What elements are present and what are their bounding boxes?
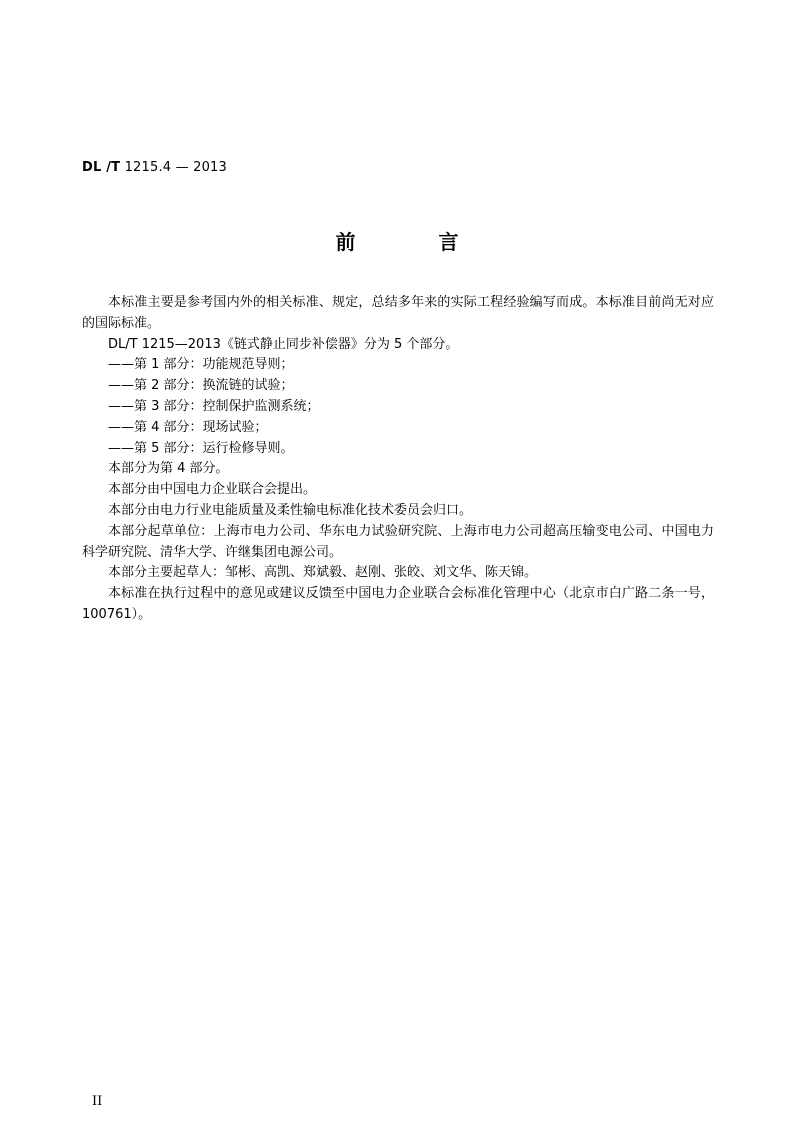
paragraph-drafting-units: 本部分起草单位：上海市电力公司、华东电力试验研究院、上海市电力公司超高压输变电公司、中国电力科学研究院、清华大学、许继集团电源公司。 (82, 523, 714, 560)
paragraph-under-jurisdiction: 本部分由电力行业电能质量及柔性输电标准化技术委员会归口。 (108, 502, 473, 518)
paragraph-drafters: 本部分主要起草人：邹彬、高凯、郑斌毅、赵刚、张皎、刘文华、陈天锦。 (108, 565, 538, 581)
foreword-body (82, 293, 714, 626)
paragraph-feedback: 本标准在执行过程中的意见或建议反馈至中国电力企业联合会标准化管理中心（北京市白广路二条一号，100761）。 (82, 586, 714, 622)
list-item-part-1: ——第 1 部分：功能规范导则； (108, 357, 294, 373)
page-title: 前 言 (335, 230, 497, 254)
paragraph-parts-overview: DL/T 1215—2013《链式静止同步补偿器》分为 5 个部分。 (108, 336, 459, 352)
list-item-part-2: ——第 2 部分：换流链的试验； (108, 378, 294, 394)
paragraph-proposed-by: 本部分由中国电力企业联合会提出。 (108, 482, 317, 498)
list-item-part-3: ——第 3 部分：控制保护监测系统； (108, 398, 320, 414)
list-item-part-5: ——第 5 部分：运行检修导则。 (108, 440, 294, 456)
paragraph-this-part: 本部分为第 4 部分。 (108, 461, 229, 477)
list-item-part-4: ——第 4 部分：现场试验； (108, 419, 268, 435)
paragraph-intro: 本标准主要是参考国内外的相关标准、规定，总结多年来的实际工程经验编写而成。本标准目前尚无对应的国际标准。 (82, 295, 714, 331)
standard-prefix: DL /T (82, 160, 121, 175)
page-number: II (92, 1094, 103, 1109)
standard-code-header (82, 160, 227, 175)
standard-number: 1215.4 — 2013 (124, 160, 227, 175)
